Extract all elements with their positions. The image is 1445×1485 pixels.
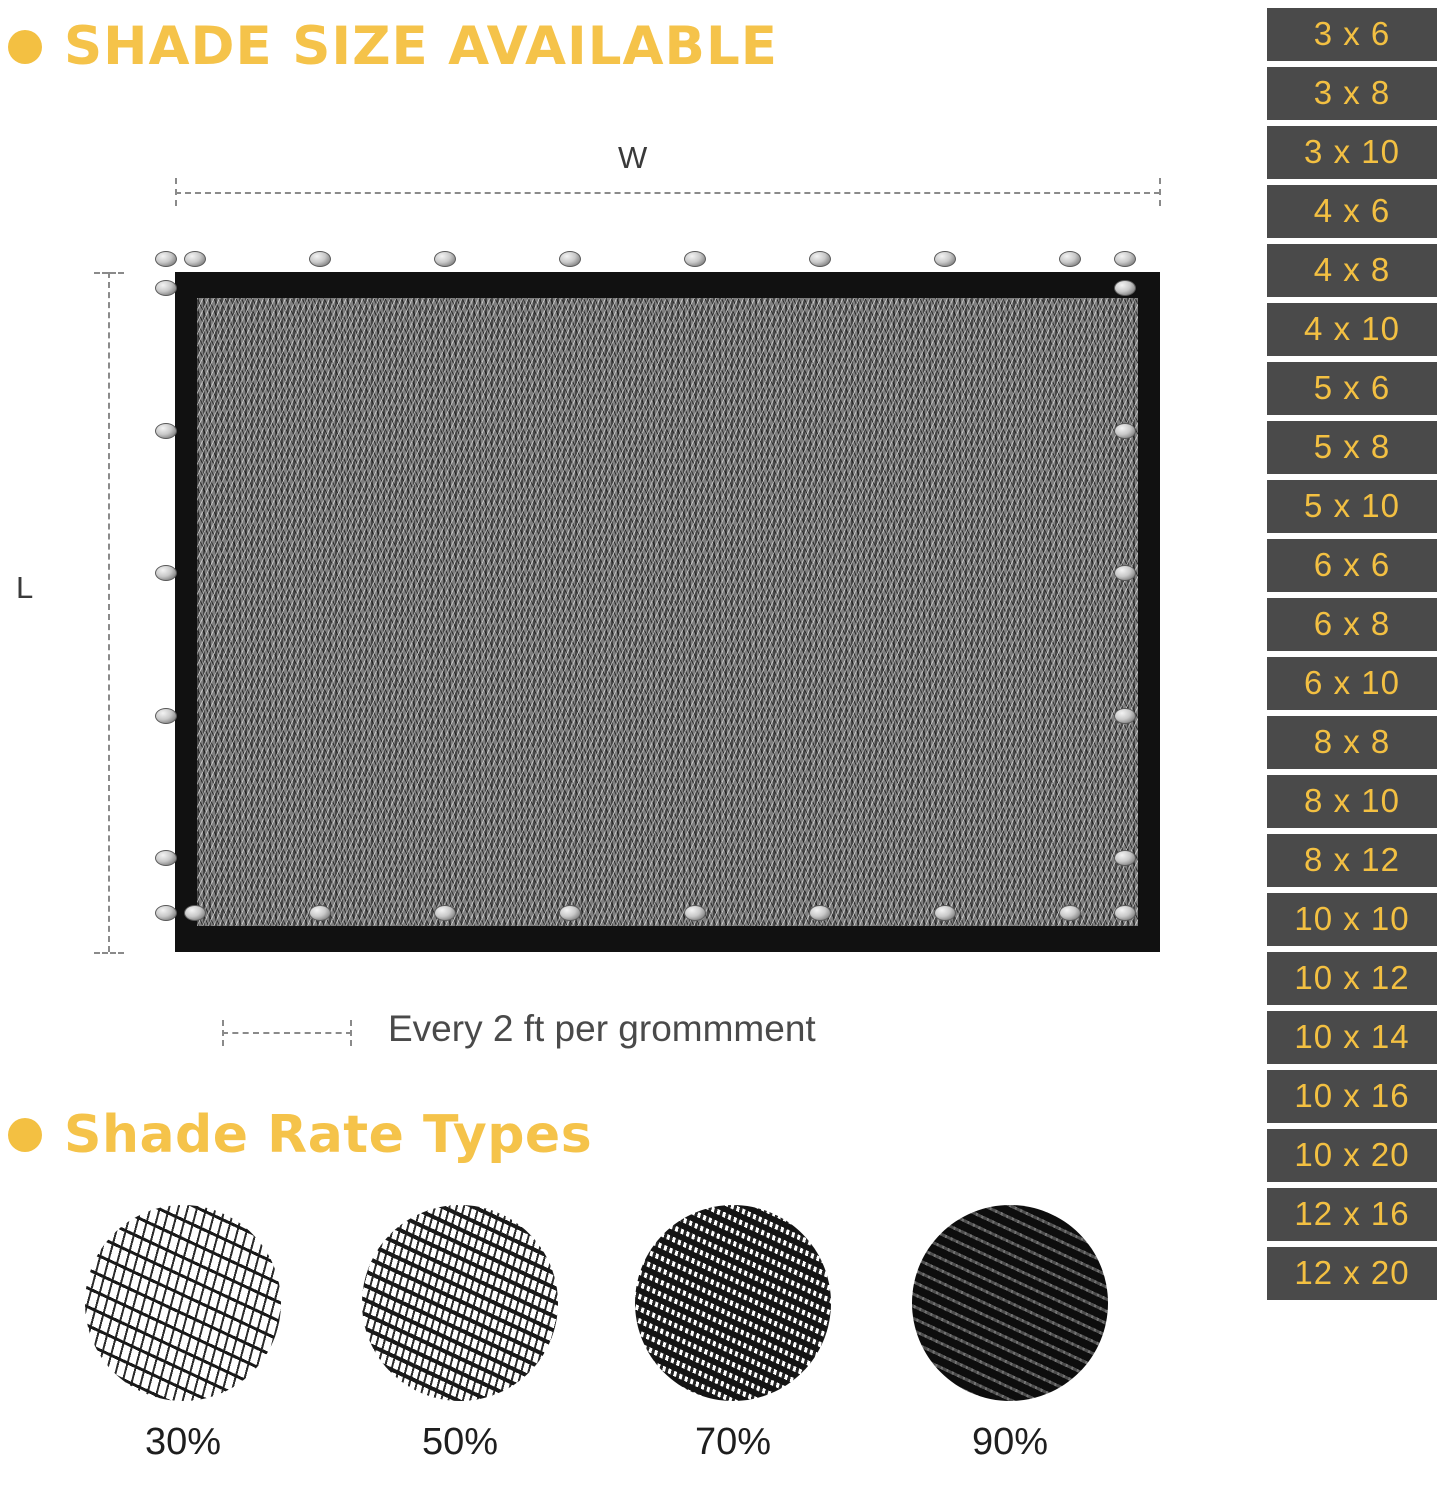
shade-rate-swatch	[912, 1205, 1108, 1401]
grommet	[1114, 905, 1136, 921]
shade-rate-item	[355, 1205, 565, 1464]
grommet-spacing-caption: Every 2 ft per grommment	[388, 1008, 816, 1049]
grommet	[559, 251, 581, 267]
bullet-dot-icon	[8, 1118, 42, 1152]
size-chip[interactable]: 5 x 6	[1267, 362, 1437, 415]
size-chip[interactable]: 6 x 6	[1267, 539, 1437, 592]
shade-cloth-panel	[175, 272, 1160, 952]
grommet	[1059, 251, 1081, 267]
size-chip[interactable]: 3 x 10	[1267, 126, 1437, 179]
size-chip[interactable]: 10 x 20	[1267, 1129, 1437, 1182]
grommet	[559, 905, 581, 921]
length-tick-bottom	[94, 952, 124, 954]
length-dimension-line	[108, 272, 110, 952]
width-dimension-line	[175, 192, 1160, 194]
grommet	[934, 251, 956, 267]
shade-rate-label: 70%	[694, 1421, 772, 1463]
shade-rate-item	[905, 1205, 1115, 1464]
grommet	[184, 905, 206, 921]
size-chip[interactable]: 12 x 20	[1267, 1247, 1437, 1300]
grommet	[155, 850, 177, 866]
length-label: L	[16, 570, 34, 605]
size-chip[interactable]: 4 x 10	[1267, 303, 1437, 356]
grommet-spacing-line	[222, 1032, 352, 1034]
shade-rate-title-text: Shade Rate Types	[64, 1105, 593, 1165]
grommet	[684, 905, 706, 921]
grommet	[1114, 850, 1136, 866]
grommet	[309, 251, 331, 267]
grommet	[1114, 708, 1136, 724]
grommet	[155, 423, 177, 439]
size-chip[interactable]: 6 x 8	[1267, 598, 1437, 651]
size-chip[interactable]: 8 x 10	[1267, 775, 1437, 828]
size-chip[interactable]: 8 x 8	[1267, 716, 1437, 769]
shade-dimension-diagram	[0, 120, 1250, 1080]
grommet	[155, 280, 177, 296]
grommet	[155, 251, 177, 267]
shade-rate-label: 90%	[971, 1421, 1049, 1463]
grommet	[1059, 905, 1081, 921]
grommet	[1114, 565, 1136, 581]
shade-rate-label: 50%	[421, 1421, 499, 1463]
shade-rate-swatch	[635, 1205, 831, 1401]
size-chip[interactable]: 4 x 8	[1267, 244, 1437, 297]
size-chip[interactable]: 6 x 10	[1267, 657, 1437, 710]
size-chip[interactable]: 5 x 10	[1267, 480, 1437, 533]
grommet	[1114, 251, 1136, 267]
grommet	[155, 565, 177, 581]
shade-rate-title	[8, 1105, 592, 1165]
grommet	[434, 251, 456, 267]
grommet	[1114, 423, 1136, 439]
grommet	[809, 251, 831, 267]
shade-rate-list	[0, 1205, 1250, 1485]
grommet	[155, 905, 177, 921]
available-size-list	[1267, 8, 1437, 1300]
width-label: W	[618, 140, 648, 175]
grommet	[155, 708, 177, 724]
shade-rate-swatch	[85, 1205, 281, 1401]
length-tick-top	[94, 272, 124, 274]
grommet	[684, 251, 706, 267]
grommet	[309, 905, 331, 921]
size-chip[interactable]: 10 x 12	[1267, 952, 1437, 1005]
shade-rate-item	[78, 1205, 288, 1464]
size-chip[interactable]: 4 x 6	[1267, 185, 1437, 238]
size-chip[interactable]: 10 x 16	[1267, 1070, 1437, 1123]
bullet-dot-icon	[8, 30, 42, 64]
size-chip[interactable]: 3 x 8	[1267, 67, 1437, 120]
shade-rate-swatch	[362, 1205, 558, 1401]
grommet	[434, 905, 456, 921]
width-tick-right	[1159, 178, 1161, 206]
size-chip[interactable]: 10 x 14	[1267, 1011, 1437, 1064]
grommet	[184, 251, 206, 267]
mesh-fabric	[197, 298, 1138, 926]
grommet	[1114, 280, 1136, 296]
shade-rate-item	[628, 1205, 838, 1464]
size-chip[interactable]: 12 x 16	[1267, 1188, 1437, 1241]
grommet	[934, 905, 956, 921]
shade-rate-label: 30%	[144, 1421, 222, 1463]
size-chip[interactable]: 3 x 6	[1267, 8, 1437, 61]
size-chip[interactable]: 10 x 10	[1267, 893, 1437, 946]
size-chip[interactable]: 8 x 12	[1267, 834, 1437, 887]
grommet	[809, 905, 831, 921]
page-title-text: SHADE SIZE AVAILABLE	[64, 16, 778, 77]
width-tick-left	[175, 178, 177, 206]
page-title	[8, 16, 778, 77]
size-chip[interactable]: 5 x 8	[1267, 421, 1437, 474]
